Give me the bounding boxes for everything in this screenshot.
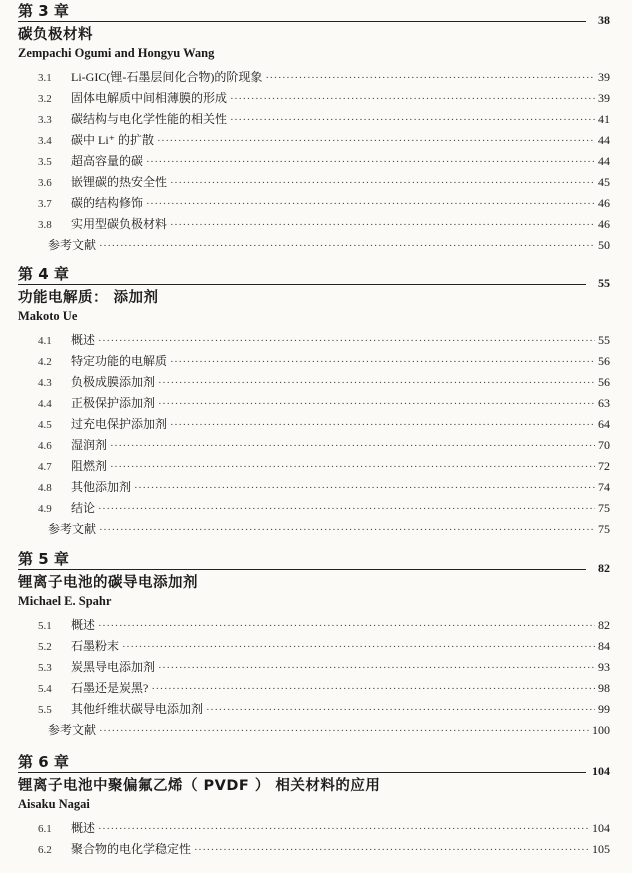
dot-leader (170, 352, 595, 373)
chapter-label: 第 5 章 (18, 550, 69, 568)
chapter-title: 碳负极材料 (18, 27, 93, 43)
entry-title: 概述 (71, 618, 96, 632)
chapter-rule (18, 284, 586, 285)
dot-leader (151, 679, 595, 700)
entry-number: 3.1 (38, 72, 52, 84)
dot-leader (265, 68, 595, 89)
toc-references[interactable] (18, 519, 612, 540)
entry-title: 概述 (71, 821, 96, 835)
chapter-title: 锂离子电池的碳导电添加剂 (18, 575, 198, 591)
chapter-authors: Aisaku Nagai (18, 797, 90, 811)
entry-number: 3.6 (38, 177, 52, 189)
chapter-title: 锂离子电池中聚偏氟乙烯（ PVDF ） 相关材料的应用 (18, 778, 381, 794)
entry-title: 碳结构与电化学性能的相关性 (71, 112, 228, 126)
dot-leader (146, 194, 595, 215)
entry-title: 实用型碳负极材料 (71, 217, 168, 231)
entry-number: 5.1 (38, 620, 52, 632)
entry-title: 正极保护添加剂 (71, 396, 156, 410)
references-page: 50 (598, 238, 610, 252)
entry-number: 5.5 (38, 704, 52, 716)
references-page: 100 (592, 723, 610, 737)
toc-entry[interactable] (18, 498, 612, 519)
chapter-page-number: 104 (592, 764, 610, 778)
entry-title: 湿润剂 (71, 438, 108, 452)
chapter-label: 第 6 章 (18, 753, 69, 771)
entry-number: 5.3 (38, 662, 52, 674)
entry-number: 4.2 (38, 356, 52, 368)
dot-leader (230, 110, 595, 131)
dot-leader (98, 819, 589, 840)
entry-number: 4.1 (38, 335, 52, 347)
toc-entry[interactable] (18, 477, 612, 498)
dot-leader (99, 721, 589, 742)
dot-leader (206, 700, 595, 721)
dot-leader (98, 331, 595, 352)
entry-number: 4.4 (38, 398, 52, 410)
chapter-page-number: 55 (598, 276, 610, 290)
entry-number: 3.7 (38, 198, 52, 210)
dot-leader (98, 499, 595, 520)
chapter-rule (18, 772, 586, 773)
chapter-header (18, 753, 612, 778)
entry-page: 75 (598, 501, 610, 515)
entry-number: 4.3 (38, 377, 52, 389)
toc-entry[interactable] (18, 109, 612, 130)
chapter-header (18, 265, 612, 290)
toc-entry[interactable] (18, 678, 612, 699)
dot-leader (170, 415, 595, 436)
entry-page: 39 (598, 70, 610, 84)
toc-entry[interactable] (18, 456, 612, 477)
toc-references[interactable] (18, 235, 612, 256)
dot-leader (110, 457, 595, 478)
entry-page: 64 (598, 417, 610, 431)
dot-leader (146, 152, 595, 173)
dot-leader (99, 236, 595, 257)
entry-number: 4.6 (38, 440, 52, 452)
chapter-authors: Makoto Ue (18, 309, 78, 323)
toc-entry[interactable] (18, 699, 612, 720)
dot-leader (157, 131, 595, 152)
toc-entry[interactable] (18, 636, 612, 657)
toc-entries (18, 818, 612, 860)
entry-page: 104 (592, 821, 610, 835)
entry-page: 46 (598, 217, 610, 231)
entry-title: 过充电保护添加剂 (71, 417, 168, 431)
entry-page: 72 (598, 459, 610, 473)
chapter-4 (18, 265, 612, 540)
toc-entry[interactable] (18, 435, 612, 456)
chapter-page-number: 38 (598, 13, 610, 27)
entry-page: 84 (598, 639, 610, 653)
dot-leader (134, 478, 595, 499)
entry-page: 99 (598, 702, 610, 716)
chapter-6 (18, 753, 612, 860)
toc-entry[interactable] (18, 818, 612, 839)
entry-page: 41 (598, 112, 610, 126)
entry-title: 嵌锂碳的热安全性 (71, 175, 168, 189)
toc-entry[interactable] (18, 214, 612, 235)
entry-number: 3.4 (38, 135, 52, 147)
entry-number: 4.9 (38, 503, 52, 515)
entry-page: 45 (598, 175, 610, 189)
references-title: 参考文献 (48, 723, 97, 737)
entry-page: 44 (598, 133, 610, 147)
chapter-header (18, 2, 612, 27)
toc-entries (18, 615, 612, 741)
toc-entry[interactable] (18, 839, 612, 860)
entry-number: 3.8 (38, 219, 52, 231)
entry-title: 石墨还是炭黑? (71, 681, 149, 695)
entry-title: 阻燃剂 (71, 459, 108, 473)
chapter-label: 第 3 章 (18, 2, 69, 20)
toc-entries (18, 330, 612, 540)
toc-entry[interactable] (18, 330, 612, 351)
entry-number: 3.5 (38, 156, 52, 168)
entry-page: 105 (592, 842, 610, 856)
entry-number: 4.5 (38, 419, 52, 431)
entry-page: 46 (598, 196, 610, 210)
toc-entry[interactable] (18, 393, 612, 414)
dot-leader (99, 520, 595, 541)
entry-title: 碳中 Li⁺ 的扩散 (71, 133, 154, 147)
entry-number: 5.2 (38, 641, 52, 653)
dot-leader (110, 436, 595, 457)
entry-title: 碳的结构修饰 (71, 196, 144, 210)
entry-title: 结论 (71, 501, 96, 515)
entry-number: 6.1 (38, 823, 52, 835)
toc-entry[interactable] (18, 351, 612, 372)
entry-page: 93 (598, 660, 610, 674)
toc-entry[interactable] (18, 67, 612, 88)
toc-entry[interactable] (18, 657, 612, 678)
references-title: 参考文献 (48, 522, 97, 536)
dot-leader (158, 373, 595, 394)
chapter-authors: Zempachi Ogumi and Hongyu Wang (18, 46, 215, 60)
entry-page: 55 (598, 333, 610, 347)
toc-entry[interactable] (18, 130, 612, 151)
chapter-rule (18, 21, 586, 22)
references-title: 参考文献 (48, 238, 97, 252)
chapter-header (18, 550, 612, 575)
toc-entry[interactable] (18, 615, 612, 636)
toc-entry[interactable] (18, 151, 612, 172)
toc-entry[interactable] (18, 88, 612, 109)
entry-page: 63 (598, 396, 610, 410)
entry-title: 超高容量的碳 (71, 154, 144, 168)
entry-number: 4.8 (38, 482, 52, 494)
entry-page: 56 (598, 375, 610, 389)
entry-number: 3.2 (38, 93, 52, 105)
entry-page: 98 (598, 681, 610, 695)
dot-leader (158, 658, 595, 679)
entry-title: 特定功能的电解质 (71, 354, 168, 368)
entry-number: 5.4 (38, 683, 52, 695)
chapter-5 (18, 550, 612, 741)
dot-leader (122, 637, 595, 658)
entry-page: 74 (598, 480, 610, 494)
chapter-rule (18, 569, 586, 570)
entry-number: 3.3 (38, 114, 52, 126)
entry-title: 聚合物的电化学稳定性 (71, 842, 192, 856)
entry-page: 56 (598, 354, 610, 368)
entry-title: 概述 (71, 333, 96, 347)
entry-page: 70 (598, 438, 610, 452)
entry-title: 固体电解质中间相薄膜的形成 (71, 91, 228, 105)
chapter-3 (18, 2, 612, 256)
dot-leader (170, 173, 595, 194)
chapter-label: 第 4 章 (18, 265, 69, 283)
dot-leader (230, 89, 595, 110)
dot-leader (98, 616, 595, 637)
dot-leader (158, 394, 595, 415)
dot-leader (194, 840, 589, 861)
toc-entry[interactable] (18, 372, 612, 393)
references-page: 75 (598, 522, 610, 536)
toc-entry[interactable] (18, 414, 612, 435)
toc-entry[interactable] (18, 172, 612, 193)
entry-title: 其他添加剂 (71, 480, 132, 494)
entry-title: Li-GIC(锂-石墨层间化合物)的阶现象 (71, 70, 263, 84)
chapter-title: 功能电解质： 添加剂 (18, 290, 159, 306)
toc-entry[interactable] (18, 193, 612, 214)
entry-title: 其他纤维状碳导电添加剂 (71, 702, 204, 716)
entry-title: 石墨粉末 (71, 639, 120, 653)
entry-title: 负极成膜添加剂 (71, 375, 156, 389)
entry-number: 4.7 (38, 461, 52, 473)
entry-page: 39 (598, 91, 610, 105)
entry-number: 6.2 (38, 844, 52, 856)
entry-page: 82 (598, 618, 610, 632)
chapter-authors: Michael E. Spahr (18, 594, 112, 608)
dot-leader (170, 215, 595, 236)
entry-title: 炭黑导电添加剂 (71, 660, 156, 674)
toc-references[interactable] (18, 720, 612, 741)
chapter-page-number: 82 (598, 561, 610, 575)
toc-entries (18, 67, 612, 256)
entry-page: 44 (598, 154, 610, 168)
